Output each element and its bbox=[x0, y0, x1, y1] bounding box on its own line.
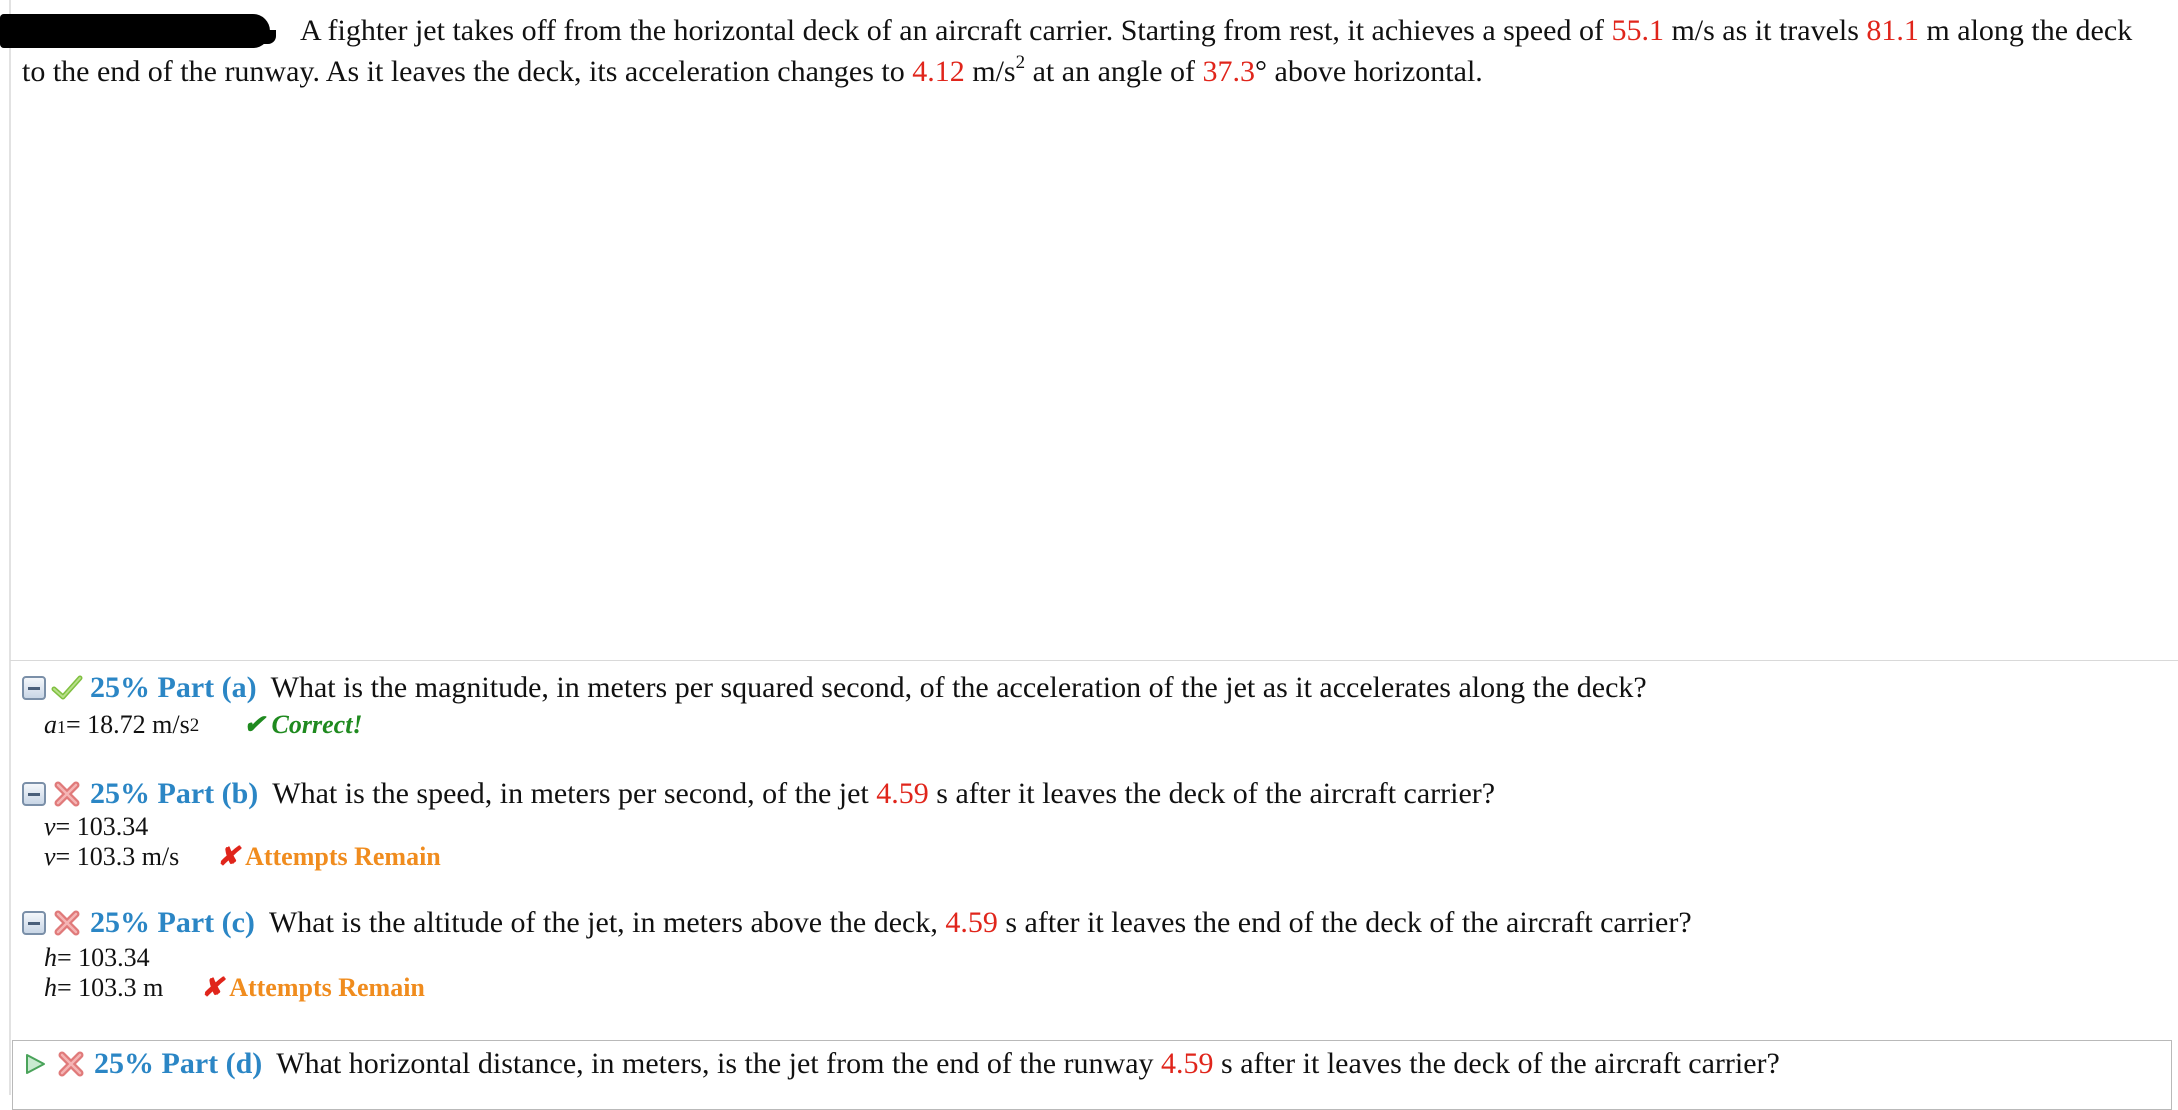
part-b-question-text-1: What is the speed, in meters per second, of the jet bbox=[272, 777, 877, 810]
answer-variable: v bbox=[44, 812, 56, 841]
part-a-label: Part (a) bbox=[157, 671, 257, 704]
cross-icon bbox=[54, 1048, 88, 1080]
part-b-raw-answer bbox=[44, 812, 148, 842]
answer-value: = 103.3 m/s bbox=[55, 842, 180, 871]
part-a-header bbox=[22, 670, 1647, 706]
answer-value: = 103.34 bbox=[55, 812, 149, 841]
answer-variable: h bbox=[44, 943, 57, 972]
part-c-question-text-1: What is the altitude of the jet, in meters above the deck, bbox=[268, 906, 946, 939]
given-acceleration: 4.12 bbox=[912, 55, 965, 88]
part-c-raw-answer bbox=[44, 943, 150, 973]
part-b-question-text-2: s after it leaves the deck of the aircraft carrier? bbox=[928, 777, 1496, 810]
answer-value: = 103.34 bbox=[57, 943, 150, 972]
part-d-percent-label bbox=[94, 1047, 262, 1081]
answer-variable: h bbox=[44, 973, 57, 1002]
part-c-question-text-2: s after it leaves the end of the deck of the aircraft carrier? bbox=[997, 906, 1692, 939]
collapse-icon[interactable] bbox=[22, 676, 46, 700]
problem-text-1: A fighter jet takes off from the horizontal deck of an aircraft carrier. Starting from rest, it achieves a speed of bbox=[300, 14, 1612, 47]
part-c-submitted-answer bbox=[44, 973, 425, 1003]
part-d-header[interactable] bbox=[22, 1046, 1780, 1082]
attempts-feedback bbox=[201, 973, 424, 1003]
collapse-icon[interactable] bbox=[22, 911, 46, 935]
part-a-answer: a 1 = 18.72 m/s $^2$ ✔ Correct! bbox=[44, 710, 363, 739]
part-b-label: Part (b) bbox=[157, 777, 259, 810]
given-angle: 37.3 bbox=[1202, 55, 1256, 88]
part-b-percent: 25% bbox=[90, 777, 150, 810]
collapse-icon[interactable] bbox=[22, 782, 46, 806]
part-d-percent: 25% bbox=[94, 1047, 154, 1080]
part-b-question bbox=[272, 777, 1495, 811]
problem-text-2: m/s as it travels bbox=[1663, 14, 1867, 47]
problem-exponent: 2 bbox=[1015, 52, 1026, 73]
check-icon bbox=[50, 672, 84, 704]
problem-text-3: m along the deck to the end of the runway. As it leaves the deck, its acceleration changes to bbox=[22, 14, 2133, 88]
part-c-label: Part (c) bbox=[157, 906, 255, 939]
correct-check-icon: ✔ bbox=[243, 710, 266, 739]
part-b-header bbox=[22, 776, 1495, 812]
answer-variable: a bbox=[44, 710, 57, 739]
cross-icon bbox=[50, 907, 84, 939]
part-d-time-value: 4.59 bbox=[1161, 1047, 1214, 1080]
part-c-time-value: 4.59 bbox=[945, 906, 998, 939]
part-b-percent-label bbox=[90, 777, 258, 811]
part-d-question bbox=[276, 1047, 1780, 1081]
part-b-submitted-answer bbox=[44, 842, 441, 872]
answer-value: = 103.3 m bbox=[57, 973, 164, 1002]
problem-statement bbox=[22, 10, 2162, 92]
cross-icon bbox=[50, 778, 84, 810]
part-c-question bbox=[269, 906, 1692, 940]
part-d-label: Part (d) bbox=[161, 1047, 263, 1080]
problem-text-6: ° above horizontal. bbox=[1255, 55, 1483, 88]
part-c-percent: 25% bbox=[90, 906, 150, 939]
left-border bbox=[9, 0, 11, 1095]
part-b-time-value: 4.59 bbox=[876, 777, 929, 810]
attempts-feedback bbox=[217, 842, 440, 872]
correct-feedback-text: Correct! bbox=[271, 710, 363, 739]
part-c-percent-label bbox=[90, 906, 255, 940]
correct-feedback bbox=[243, 710, 362, 740]
section-divider bbox=[10, 660, 2178, 661]
problem-text-4: m/s bbox=[964, 55, 1016, 88]
given-distance: 81.1 bbox=[1866, 14, 1919, 47]
x-mark-icon: ✘ bbox=[201, 973, 224, 1002]
attempts-feedback-text: Attempts Remain bbox=[245, 842, 441, 871]
part-a-percent: 25% bbox=[90, 671, 150, 704]
expand-arrow-icon[interactable] bbox=[22, 1051, 48, 1077]
attempts-feedback-text: Attempts Remain bbox=[229, 973, 425, 1002]
part-c-header bbox=[22, 905, 1692, 941]
answer-variable: v bbox=[44, 842, 56, 871]
part-d-question-text-1: What horizontal distance, in meters, is the jet from the end of the runway bbox=[276, 1047, 1162, 1080]
x-mark-icon: ✘ bbox=[217, 842, 240, 871]
problem-text-5: at an angle of bbox=[1025, 55, 1203, 88]
part-d-question-text-2: s after it leaves the deck of the aircraft carrier? bbox=[1213, 1047, 1780, 1080]
answer-value: = 18.72 m/s bbox=[66, 710, 190, 739]
part-a-question: What is the magnitude, in meters per squared second, of the acceleration of the jet as it accelerates along the deck? bbox=[270, 671, 1647, 704]
given-speed: 55.1 bbox=[1611, 14, 1664, 47]
part-a-percent-label bbox=[90, 671, 257, 705]
